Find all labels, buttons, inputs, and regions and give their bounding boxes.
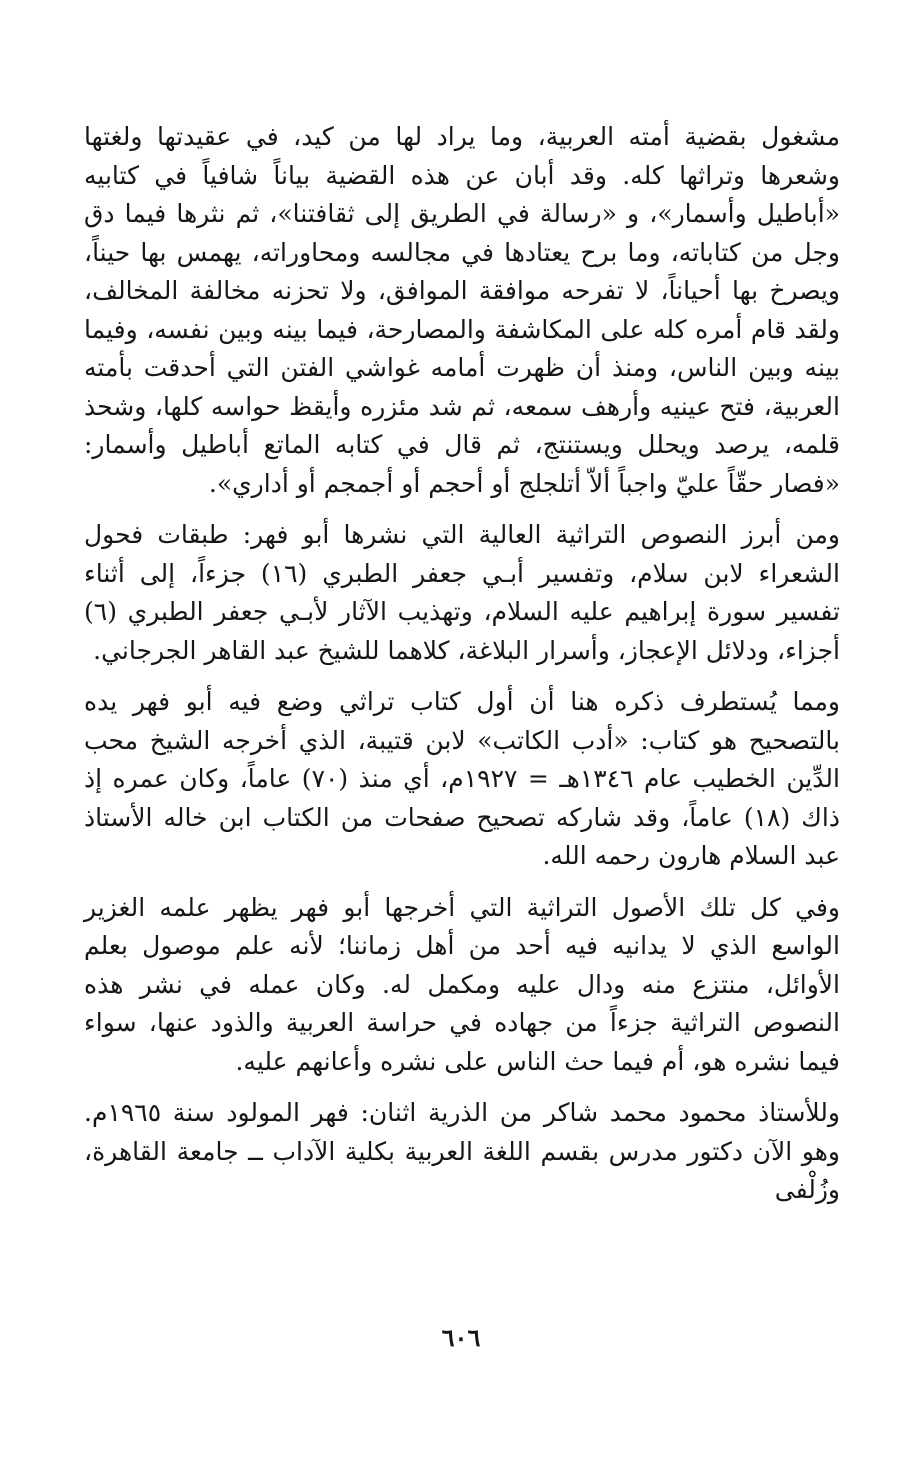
- paragraph-2: ومن أبرز النصوص التراثية العالية التي نشرها أبو فهر: طبقات فحول الشعراء لابن سلام، وتفسير أبـي جعفر الطبري (١٦) جزءاً، إلى أثناء تفسير سورة إبراهيم عليه السلام، وتهذيب الآثار لأبـي جعفر الطبري (٦) أجزاء، ودلائل الإعجاز، وأسرار البلاغة، كلاهما للشيخ عبد القاهر الجرجاني.: [84, 520, 840, 665]
- body-text: [84, 118, 840, 1210]
- paragraph-1: مشغول بقضية أمته العربية، وما يراد لها من كيد، في عقيدتها ولغتها وشعرها وتراثها كله. وقد أبان عن هذه القضية بياناً شافياً في كتابيه «أباطيل وأسمار»، و «رسالة في الطريق إلى ثقافتنا»، ثم نثرها فيما دق وجل من كتاباته، وما برح يعتادها في مجالسه ومحاوراته، يهمس بها حيناً، ويصرخ بها أحياناً، لا تفرحه موافقة الموافق، ولا تحزنه مخالفة المخالف، ولقد قام أمره كله على المكاشفة والمصارحة، فيما بينه وبين نفسه، وفيما بينه وبين الناس، ومنذ أن ظهرت أمامه غواشي الفتن التي أحدقت بأمته العربية، فتح عينيه وأرهف سمعه، ثم شد مئزره وأيقظ حواسه كلها، وشحذ قلمه، يرصد ويحلل ويستنتج، ثم قال في كتابه الماتع أباطيل وأسمار: «فصار حقّاً عليّ واجباً ألاّ أتلجلج أو أحجم أو أجمجم أو أداري».: [84, 122, 840, 498]
- page-number: ٦٠٦: [441, 1323, 481, 1352]
- paragraph-5: وللأستاذ محمود محمد شاكر من الذرية اثنان: فهر المولود سنة ١٩٦٥م. وهو الآن دكتور مدرس بقسم اللغة العربية بكلية الآداب ــ جامعة القاهرة، وزُلْفى: [84, 1098, 840, 1204]
- paragraph-3: ومما يُستطرف ذكره هنا أن أول كتاب تراثي وضع فيه أبو فهر يده بالتصحيح هو كتاب: «أدب الكاتب» لابن قتيبة، الذي أخرجه الشيخ محب الدِّين الخطيب عام ١٣٤٦هـ = ١٩٢٧م، أي منذ (٧٠) عاماً، وكان عمره إذ ذاك (١٨) عاماً، وقد شاركه تصحيح صفحات من الكتاب ابن خاله الأستاذ عبد السلام هارون رحمه الله.: [84, 687, 840, 870]
- paragraph-4: وفي كل تلك الأصول التراثية التي أخرجها أبو فهر يظهر علمه الغزير الواسع الذي لا يدانيه فيه أحد من أهل زماننا؛ لأنه علم موصول بعلم الأوائل، منتزع منه ودال عليه ومكمل له. وكان عمله في نشر هذه النصوص التراثية جزءاً من جهاده في حراسة العربية والذود عنها، سواء فيما نشره هو، أم فيما حث الناس على نشره وأعانهم عليه.: [84, 892, 840, 1076]
